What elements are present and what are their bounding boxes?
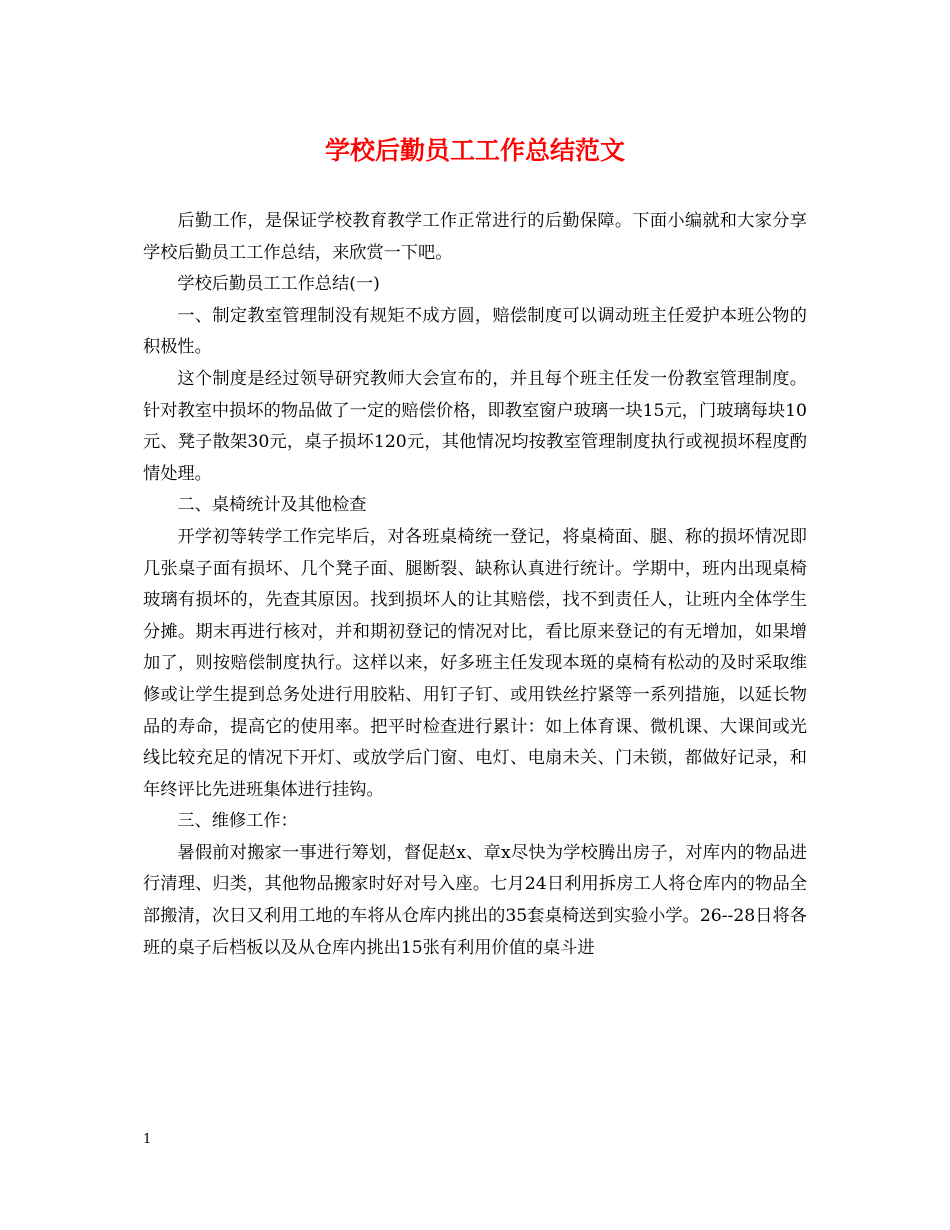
paragraph-item-two: 二、桌椅统计及其他检查 — [177, 495, 367, 516]
paragraph-section-heading: 学校后勤员工工作总结(一) — [177, 274, 380, 295]
paragraph-item-one: 一、制定教室管理制没有规矩不成方圆，赔偿制度可以调动班主任爱护本班公物的积极性。 — [143, 305, 807, 358]
paragraph-item-three-detail: 暑假前对搬家一事进行筹划，督促赵x、章x尽快为学校腾出房子，对库内的物品进行清理、归类，其他物品搬家时好对号入座。七月24日利用拆房工人将仓库内的物品全部搬清，次日又利用工地的车将从仓库内挑出的35套桌椅送到实验小学。26--28日将各班的桌子后档板以及从仓库内挑出15张有利用价值的桌斗进 — [143, 842, 807, 958]
page-number: 1 — [143, 1132, 152, 1147]
paragraph-intro: 后勤工作，是保证学校教育教学工作正常进行的后勤保障。下面小编就和大家分享学校后勤员工工作总结，来欣赏一下吧。 — [143, 211, 807, 263]
document-title: 学校后勤员工工作总结范文 — [324, 136, 625, 165]
paragraph-item-one-detail: 这个制度是经过领导研究教师大会宣布的，并且每个班主任发一份教室管理制度。针对教室中损坏的物品做了一定的赔偿价格，即教室窗户玻璃一块15元，门玻璃每块10元、凳子散架30元，桌子损坏120元，其他情况均按教室管理制度执行或视损坏程度酌情处理。 — [143, 368, 807, 484]
paragraph-item-two-detail: 开学初等转学工作完毕后，对各班桌椅统一登记，将桌椅面、腿、称的损坏情况即几张桌子面有损坏、几个凳子面、腿断裂、缺称认真进行统计。学期中，班内出现桌椅玻璃有损坏的，先查其原因。找到损坏人的让其赔偿，找不到责任人，让班内全体学生分摊。期末再进行核对，并和期初登记的情况对比，看比原来登记的有无增加，如果增加了，则按赔偿制度执行。这样以来，好多班主任发现本斑的桌椅有松动的及时采取维修或让学生提到总务处进行用胶粘、用钉子钉、或用铁丝拧紧等一系列措施，以延长物品的寿命，提高它的使用率。把平时检查进行累计：如上体育课、微机课、大课间或光线比较充足的情况下开灯、或放学后门窗、电灯、电扇未关、门未锁，都做好记录，和年终评比先进班集体进行挂钩。 — [143, 526, 807, 800]
paragraph-item-three: 三、维修工作： — [177, 811, 298, 832]
document-body — [143, 206, 807, 964]
